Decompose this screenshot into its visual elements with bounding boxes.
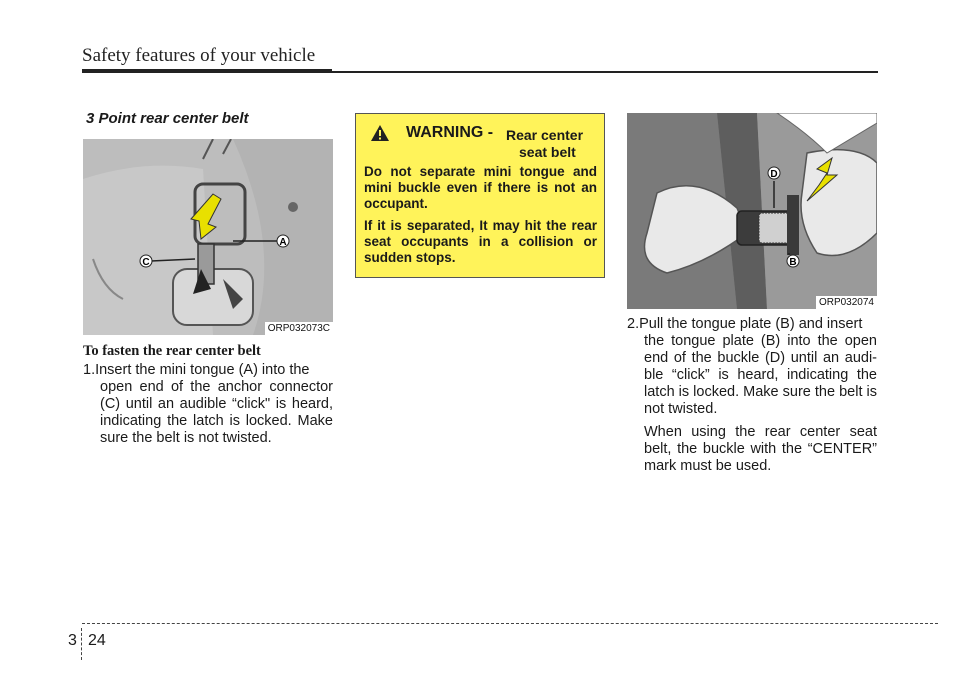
step-1 [83, 362, 333, 447]
warning-header [364, 122, 597, 158]
step-2-text: the tongue plate (B) into the open end of the buckle (D) until an audi- ble “click” is heard, indicating the latch is locked. Make sure the belt is not twisted. [644, 333, 877, 417]
figure-buckle [627, 113, 877, 309]
warning-subtitle-line2: seat belt [519, 144, 576, 160]
page-header-title: Safety features of your vehicle [82, 45, 316, 66]
section-title: 3 Point rear center belt [86, 110, 249, 127]
warning-label: WARNING - [406, 124, 494, 141]
step-2-note: When using the rear center seat belt, the buckle with the “CENTER” mark must be used. [644, 424, 877, 474]
chapter-number: 3 [68, 632, 77, 649]
figure-anchor-connector [83, 139, 333, 335]
figure2-code: ORP032074 [816, 296, 877, 309]
warning-triangle-icon [370, 124, 390, 142]
footer-rule [82, 623, 938, 624]
fasten-title: To fasten the rear center belt [83, 343, 261, 359]
warning-subtitle-line1: Rear center [506, 127, 584, 143]
page-number: 24 [88, 632, 106, 649]
figure1-label-a: A [279, 237, 287, 248]
step-2 [627, 316, 877, 475]
figure1-code: ORP032073C [265, 322, 333, 335]
figure2-label-d: D [770, 169, 778, 180]
step-1-text: open end of the anchor connector (C) until an audible “click" is heard, indicating the latch is locked. Make sure the belt is not twisted. [100, 379, 333, 446]
warning-paragraph-1: Do not separate mini tongue and mini buckle even if there is not an occupant. [364, 164, 597, 211]
step-2-first-line: 2.Pull the tongue plate (B) and insert [627, 316, 863, 332]
figure2-label-b: B [789, 257, 797, 268]
warning-box [355, 113, 605, 278]
step-1-first-line: 1.Insert the mini tongue (A) into the [83, 362, 310, 378]
footer-vertical-rule [81, 628, 82, 660]
header-rule-thin [332, 71, 878, 73]
figure-buckle-illustration [627, 113, 877, 309]
warning-paragraph-2: If it is separated, It may hit the rear seat occupants in a collision or sudden stops. [364, 218, 597, 265]
figure-anchor-connector-illustration [83, 139, 333, 335]
header-rule-thick [82, 69, 332, 73]
figure1-label-c: C [142, 257, 150, 268]
